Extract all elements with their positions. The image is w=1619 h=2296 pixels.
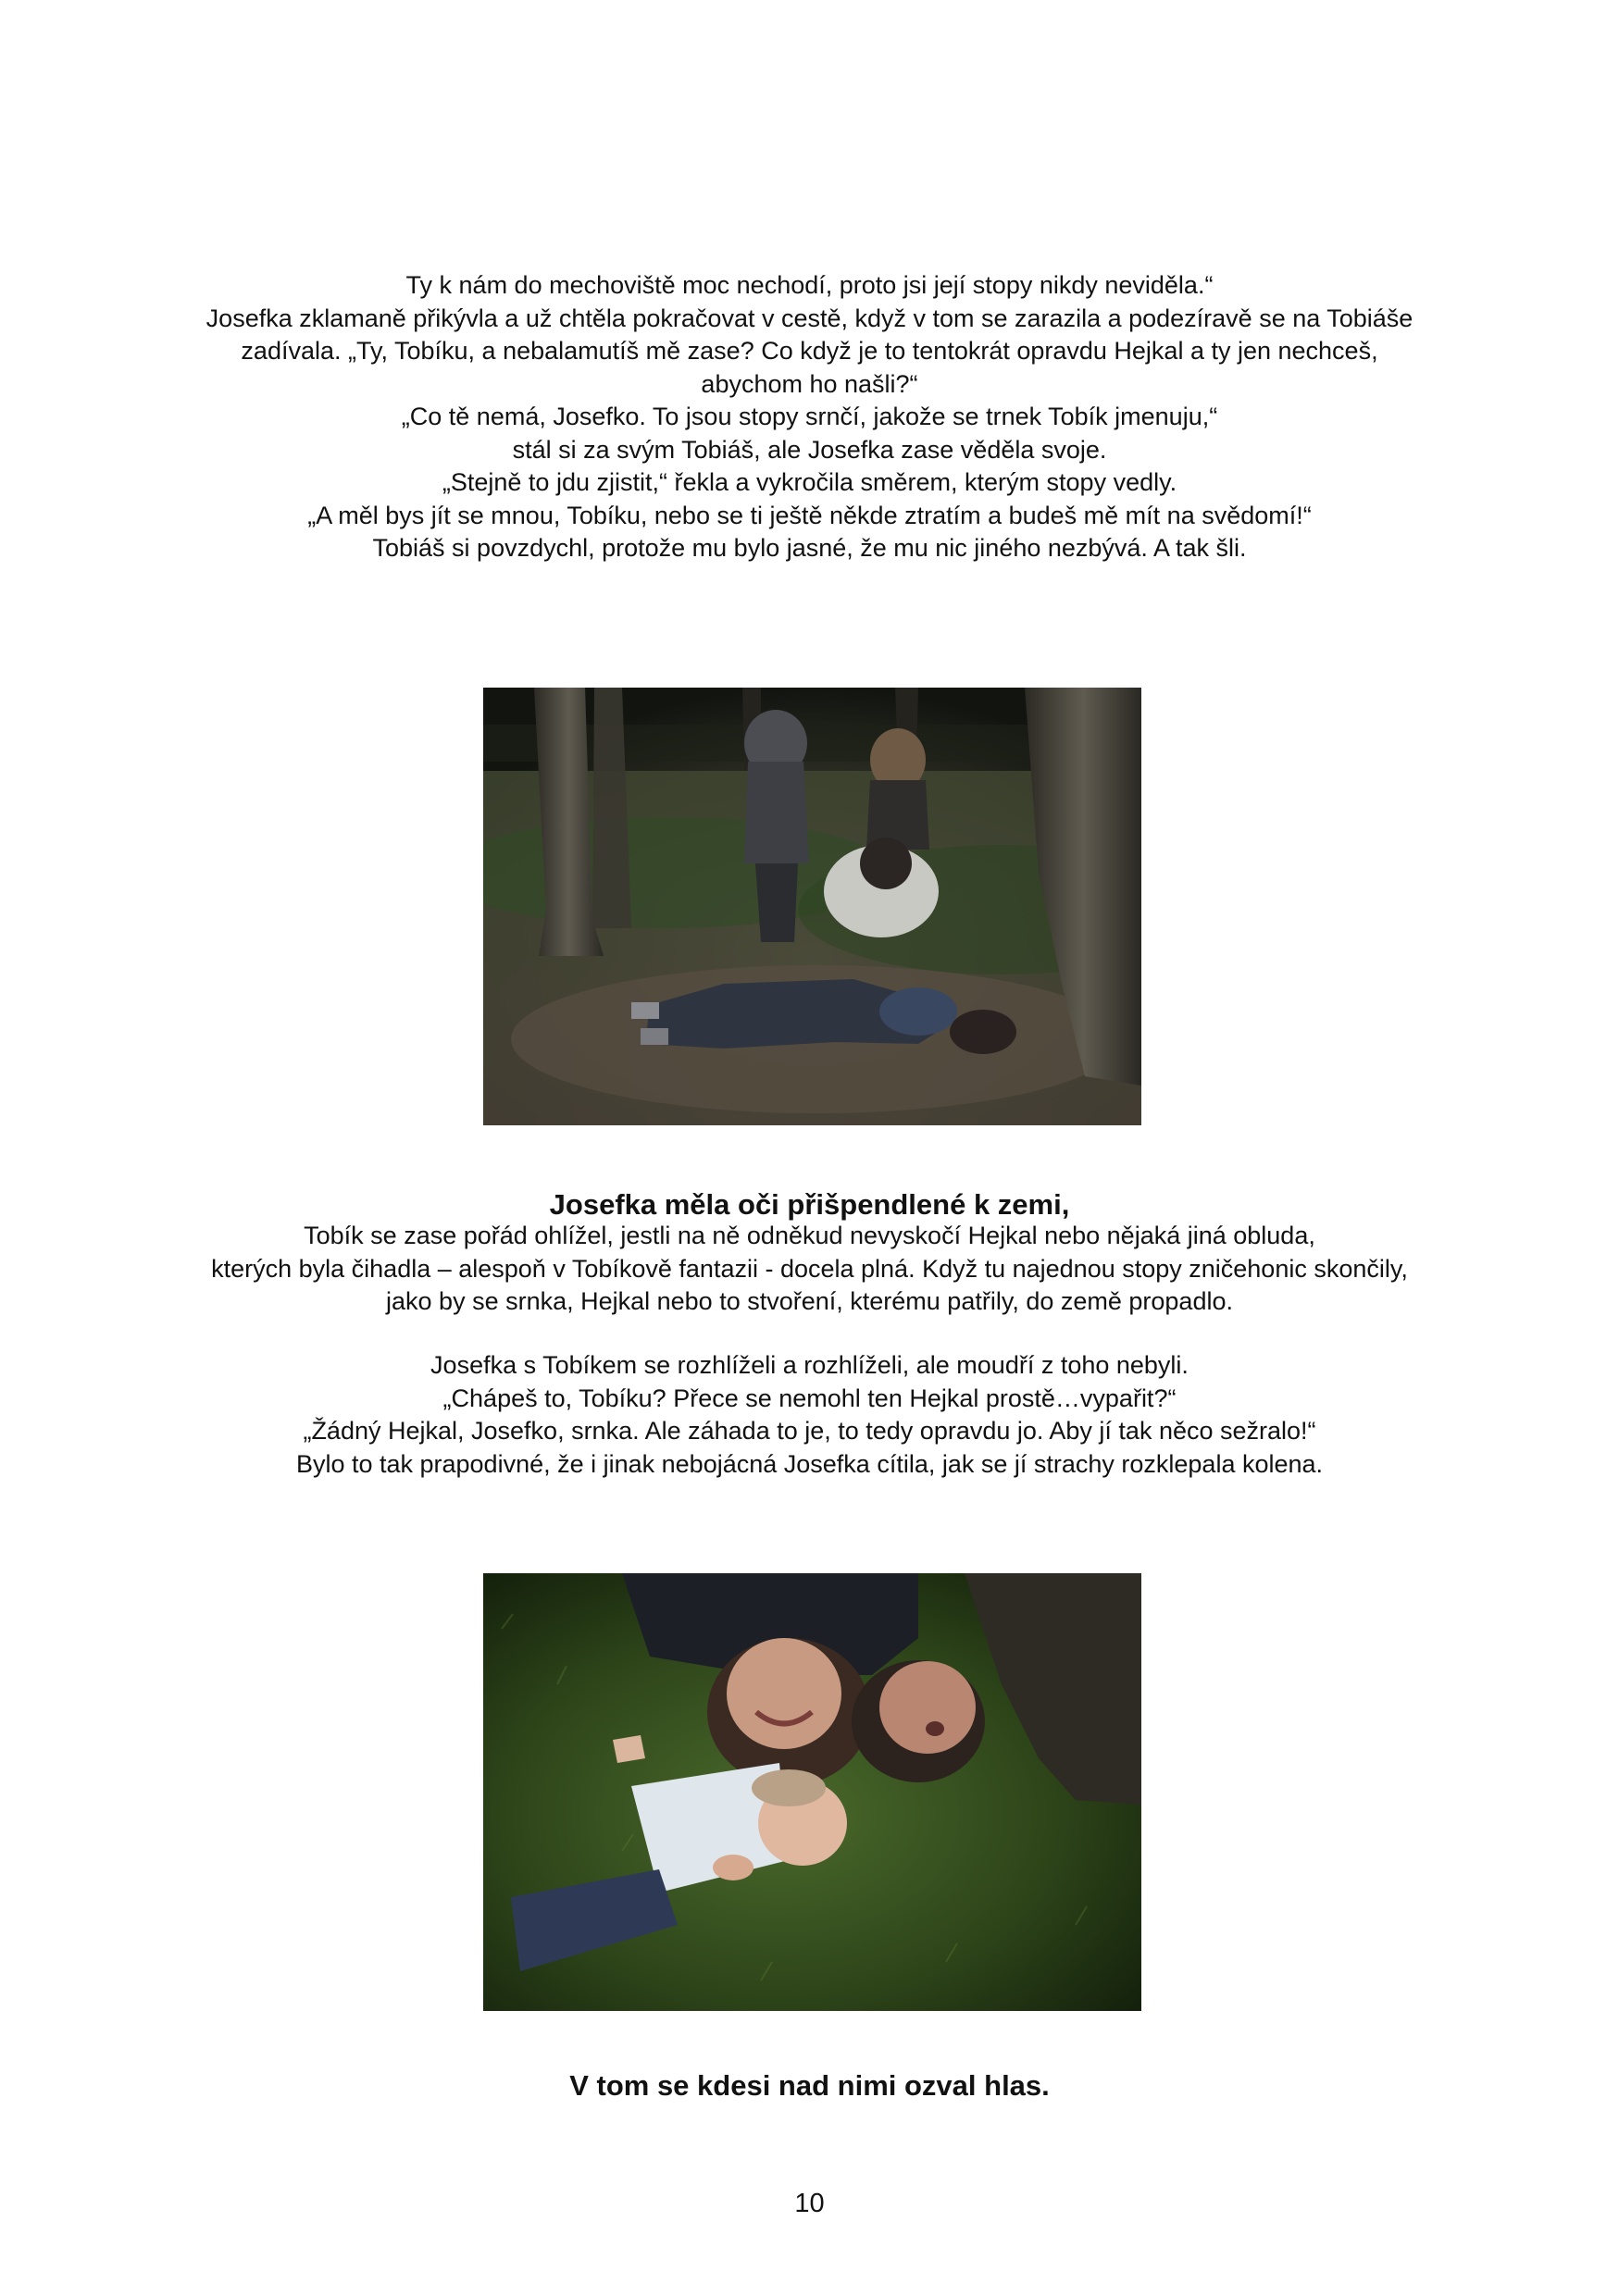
paragraph-3 — [0, 1349, 1619, 1481]
text-line: Josefka s Tobíkem se rozhlíželi a rozhlíželi, ale moudří z toho nebyli. — [430, 1351, 1189, 1379]
text-line: „Co tě nemá, Josefko. To jsou stopy srnčí, jakože se trnek Tobík jmenuju,“ — [401, 403, 1218, 430]
page-number: 10 — [794, 2189, 825, 2218]
heading-bold: Josefka měla oči přišpendlené k zemi, — [549, 1188, 1070, 1221]
text-line: zadívala. „Ty, Tobíku, a nebalamutíš mě zase? Co když je to tentokrát opravdu Hejkal a ty jen nechceš, — [241, 337, 1378, 365]
text-line: Tobiáš si povzdychl, protože mu bylo jasné, že mu nic jiného nezbývá. A tak šli. — [372, 534, 1247, 562]
text-line: Josefka zklamaně přikývla a už chtěla pokračovat v cestě, když v tom se zarazila a podezíravě se na Tobiáše — [205, 304, 1414, 332]
text-line: stál si za svým Tobiáš, ale Josefka zase věděla svoje. — [512, 435, 1107, 464]
text-line: Tobík se zase pořád ohlížel, jestli na ně odněkud nevyskočí Hejkal nebo nějaká jiná obluda, — [304, 1222, 1315, 1249]
text-line: Ty k nám do mechoviště moc nechodí, proto jsi její stopy nikdy neviděla.“ — [405, 271, 1214, 299]
text-line: „Stejně to jdu zjistit,“ řekla a vykročila směrem, kterým stopy vedly. — [442, 468, 1177, 496]
paragraph-2 — [0, 1220, 1619, 1319]
text-line: „Žádný Hejkal, Josefko, srnka. Ale záhada to je, to tedy opravdu jo. Aby jí tak něco sežralo!“ — [303, 1417, 1316, 1445]
text-line: „Chápeš to, Tobíku? Přece se nemohl ten Hejkal prostě…vypařit?“ — [442, 1384, 1177, 1412]
text-line: „A měl bys jít se mnou, Tobíku, nebo se ti ještě někde ztratím a budeš mě mít na svědomí!“ — [307, 501, 1312, 529]
text-line: kterých byla čihadla – alespoň v Tobíkově fantazii - docela plná. Když tu najednou stopy zničehonic skončily, — [211, 1254, 1408, 1283]
text-line: abychom ho našli?“ — [701, 369, 918, 398]
text-line: jako by se srnka, Hejkal nebo to stvoření, kterému patřily, do země propadlo. — [386, 1287, 1233, 1315]
paragraph-1 — [0, 269, 1619, 565]
text-line: Bylo to tak prapodivné, že i jinak nebojácná Josefka cítila, jak se jí strachy rozklepala kolena. — [295, 1449, 1324, 1478]
heading-bold: V tom se kdesi nad nimi ozval hlas. — [569, 2069, 1050, 2102]
photo-family-on-grass — [483, 1573, 1141, 2011]
photo-forest-scene — [483, 688, 1141, 1125]
